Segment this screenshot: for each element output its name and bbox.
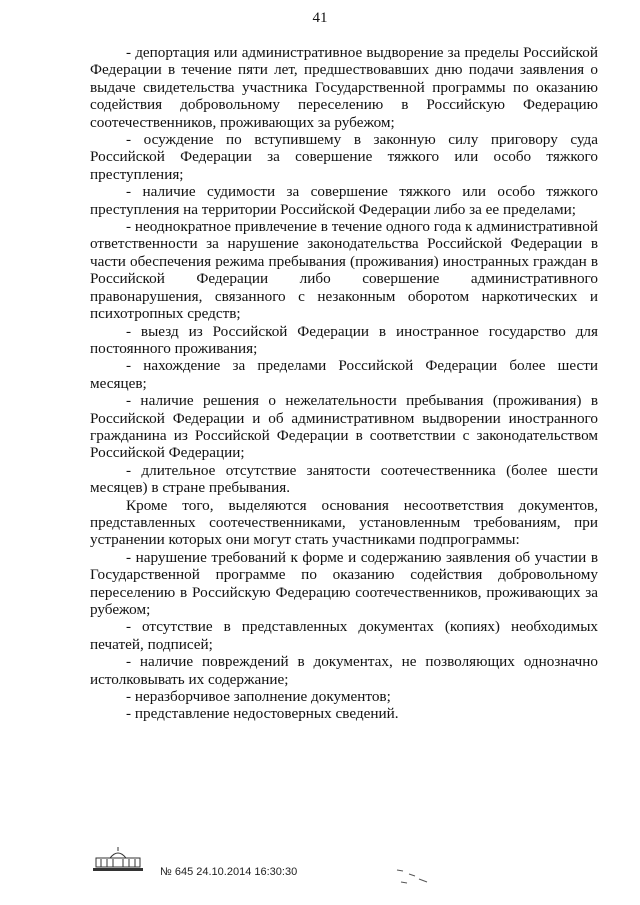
paragraph: - наличие повреждений в документах, не позволяющих однозначно истолковывать их содержание; (90, 653, 598, 688)
paragraph: Кроме того, выделяются основания несоответствия документов, представленных соотечественниками, установленным требованиям, при устранении которых они могут стать участниками подпрограммы: (90, 496, 598, 549)
paragraph: - наличие решения о нежелательности пребывания (проживания) в Российской Федерации и об административном выдворении иностранного гражданина из Российской Федерации в соответствии с законодательством Российской Федерации; (90, 392, 598, 462)
paragraph: - представление недостоверных сведений. (126, 705, 399, 723)
paragraph: - нарушение требований к форме и содержанию заявления об участии в Государственной программе по оказанию содействия добровольному переселению в Российскую Федерацию соотечественников, проживающих за рубежом; (90, 548, 598, 618)
paragraph: - депортация или административное выдворение за пределы Российской Федерации в течение пяти лет, предшествовавших дню подачи заявления о выдаче свидетельства участника Государственной программы по оказанию содействия добровольному переселению в Российскую Федерацию соотечественников, проживающих за рубежом; (90, 44, 598, 131)
body-text (90, 44, 598, 723)
paragraph: - отсутствие в представленных документах (копиях) необходимых печатей, подписей; (90, 618, 598, 653)
building-emblem-icon (92, 846, 144, 872)
scan-marks (395, 866, 435, 886)
paragraph: - наличие судимости за совершение тяжкого или особо тяжкого преступления на территории Российской Федерации либо за ее пределами; (90, 183, 598, 218)
paragraph: - нахождение за пределами Российской Федерации более шести месяцев; (90, 357, 598, 392)
paragraph: - выезд из Российской Федерации в иностранное государство для постоянного проживания; (90, 322, 598, 357)
paragraph: - длительное отсутствие занятости соотечественника (более шести месяцев) в стране пребывания. (90, 461, 598, 497)
paragraph: - осуждение по вступившему в законную силу приговору суда Российской Федерации за совершение тяжкого или особо тяжкого преступления; (90, 131, 598, 183)
paragraph: - неразборчивое заполнение документов; (126, 688, 391, 706)
paragraph: - неоднократное привлечение в течение одного года к административной ответственности за нарушение законодательства Российской Федерации в части обеспечения режима пребывания (проживания) иностранных граждан в Российской Федерации либо совершение административного правонарушения, связанного с незаконным оборотом наркотических и психотропных средств; (90, 218, 598, 323)
registration-stamp: № 645 24.10.2014 16:30:30 (160, 866, 298, 878)
page-number: 41 (312, 10, 328, 26)
